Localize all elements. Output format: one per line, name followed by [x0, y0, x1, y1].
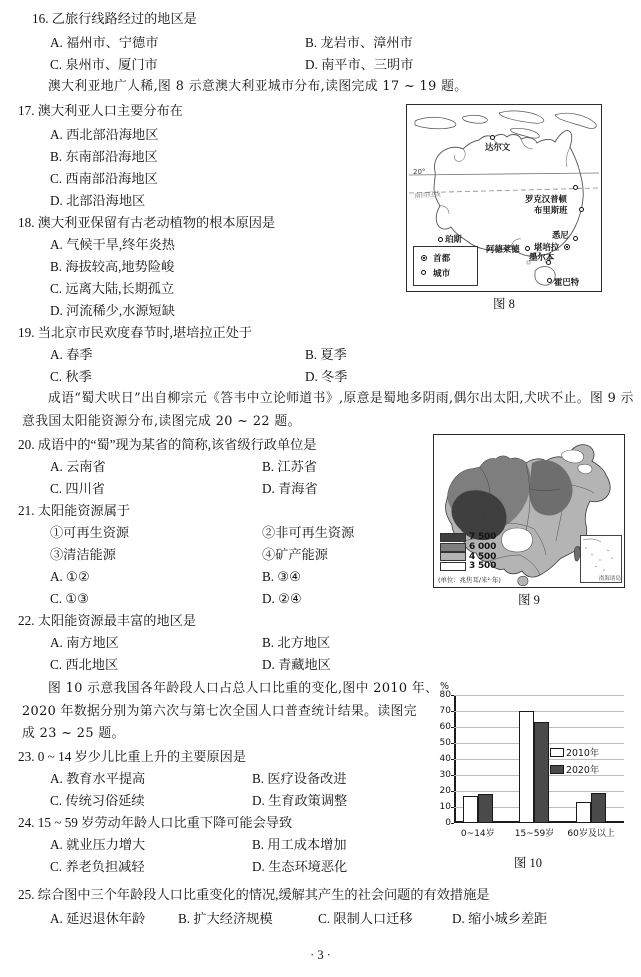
question-22-text: 太阳能资源最丰富的地区是	[37, 613, 197, 628]
chart-y-tickmark	[451, 695, 455, 696]
figure-australia-caption: 图 8	[493, 297, 515, 311]
chart-y-tick-60: 60	[439, 722, 451, 732]
chart-y-tickmark	[451, 823, 455, 824]
question-19-option-b[interactable]: B. 夏季	[305, 347, 347, 362]
question-22-option-a[interactable]: A. 南方地区	[50, 635, 119, 650]
question-21-text: 太阳能资源属于	[37, 503, 131, 518]
legend-row-4500	[440, 552, 496, 562]
question-20-option-d[interactable]: D. 青海省	[262, 481, 318, 496]
legend-row-7500	[440, 533, 496, 543]
passage-sichuan	[22, 388, 637, 433]
question-20-option-a[interactable]: A. 云南省	[50, 459, 106, 474]
question-21-option-a[interactable]: A. ①②	[50, 569, 90, 584]
tropic-of-capricorn-label: 南回归线	[413, 190, 441, 200]
question-24-option-d[interactable]: D. 生态环境恶化	[252, 859, 348, 874]
city-label-adelaide: 阿德莱德	[486, 244, 520, 254]
china-solar-legend	[440, 533, 496, 571]
city-label-hobart: 霍巴特	[554, 277, 580, 287]
question-19-number: 19.	[18, 325, 35, 340]
question-17-text: 澳大利亚人口主要分布在	[37, 103, 183, 118]
legend-value-4500: 4 500	[469, 551, 497, 562]
question-23-option-d[interactable]: D. 生育政策调整	[252, 793, 348, 808]
chart-legend-label-2020: 2020年	[566, 765, 600, 776]
city-label-brisbane: 布里斯班	[534, 205, 568, 215]
figure-australia	[406, 104, 602, 312]
question-22-option-c[interactable]: C. 西北地区	[50, 657, 119, 672]
question-23-stem	[18, 746, 246, 768]
question-25-option-c[interactable]: C. 限制人口迁移	[318, 911, 413, 926]
question-25-option-d[interactable]: D. 缩小城乡差距	[452, 911, 548, 926]
question-22-option-d[interactable]: D. 青藏地区	[262, 657, 331, 672]
figure-population-chart	[424, 679, 632, 871]
question-24-option-a[interactable]: A. 就业压力增大	[50, 837, 146, 852]
question-25-option-b[interactable]: B. 扩大经济规模	[178, 911, 273, 926]
question-23-option-c[interactable]: C. 传统习俗延续	[50, 793, 145, 808]
city-marker-hobart	[547, 278, 552, 283]
chart-y-tick-70: 70	[439, 706, 451, 716]
city-marker-brisbane	[579, 207, 584, 212]
south-china-sea-inset-label: 南海诸岛	[598, 576, 621, 582]
legend-row-3500	[440, 561, 496, 571]
question-20-number: 20.	[18, 437, 35, 452]
city-label-canberra: 堪培拉	[534, 242, 560, 252]
legend-capital-icon	[421, 255, 427, 261]
question-16-number: 16.	[32, 11, 49, 26]
figure-china-solar-caption: 图 9	[518, 593, 540, 607]
question-19-option-c[interactable]: C. 秋季	[50, 369, 92, 384]
chart-legend-item-2010	[550, 745, 599, 759]
chart-bar-2020年-60岁及以上	[591, 793, 606, 823]
question-18-number: 18.	[18, 215, 35, 230]
chart-x-tick-60岁及以上: 60岁及以上	[567, 829, 615, 839]
chart-y-tickmark	[451, 775, 455, 776]
question-21-item-4[interactable]: ④矿产能源	[262, 547, 328, 562]
question-20-option-b[interactable]: B. 江苏省	[262, 459, 317, 474]
question-16-option-b[interactable]: B. 龙岩市、漳州市	[305, 35, 413, 50]
figure-australia-frame	[406, 104, 602, 292]
chart-bar-2020年-15~59岁	[534, 722, 549, 823]
question-23-option-b[interactable]: B. 医疗设备改进	[252, 771, 347, 786]
chart-y-tickmark	[451, 759, 455, 760]
legend-city-icon	[421, 270, 426, 275]
question-22-option-b[interactable]: B. 北方地区	[262, 635, 331, 650]
question-19-option-d[interactable]: D. 冬季	[305, 369, 348, 384]
chart-y-tick-50: 50	[439, 738, 451, 748]
question-23-number: 23.	[18, 749, 35, 764]
passage-population	[22, 678, 439, 746]
question-25-number: 25.	[18, 887, 35, 902]
question-16-option-a[interactable]: A. 福州市、宁德市	[50, 35, 159, 50]
passage-australia-line: 澳大利亚地广人稀,图 8 示意澳大利亚城市分布,读图完成 17 ~ 19 题。	[48, 79, 468, 94]
chart-y-tickmark	[451, 791, 455, 792]
city-marker-perth	[438, 237, 443, 242]
figure-china-solar	[433, 434, 625, 608]
question-22-number: 22.	[18, 613, 35, 628]
chart-legend	[550, 745, 599, 779]
question-16-text: 乙旅行线路经过的地区是	[51, 11, 197, 26]
passage-population-line1: 图 10 示意我国各年龄段人口占总人口比重的变化,图中 2010 年、	[48, 681, 439, 696]
question-24-option-c[interactable]: C. 养老负担减轻	[50, 859, 145, 874]
chart-y-tick-40: 40	[439, 754, 451, 764]
chart-y-tick-0: 0	[445, 818, 451, 828]
question-23-option-a[interactable]: A. 教育水平提高	[50, 771, 146, 786]
chart-bar-2020年-0~14岁	[478, 794, 493, 823]
passage-population-line3: 成 23 ~ 25 题。	[22, 726, 125, 741]
chart-y-tickmark	[451, 743, 455, 744]
city-marker-rockhampton	[573, 185, 578, 190]
chart-y-tickmark	[451, 727, 455, 728]
legend-value-7500: 7 500	[469, 532, 497, 543]
question-21-number: 21.	[18, 503, 35, 518]
question-20-text: 成语中的“蜀”现为某省的简称,该省级行政单位是	[37, 437, 317, 452]
question-17-option-c[interactable]: C. 西南部沿海地区	[50, 171, 158, 186]
legend-row-6000	[440, 542, 496, 552]
question-21-item-3[interactable]: ③清洁能源	[50, 547, 116, 562]
question-18-option-b[interactable]: B. 海拔较高,地势险峻	[50, 259, 175, 274]
question-18-stem	[18, 212, 275, 234]
population-chart-plot-area	[424, 679, 630, 851]
question-21-item-1[interactable]: ①可再生资源	[50, 525, 130, 540]
passage-australia	[22, 76, 622, 99]
question-20-option-c[interactable]: C. 四川省	[50, 481, 105, 496]
figure-population-chart-caption: 图 10	[513, 856, 543, 870]
question-18-option-a[interactable]: A. 气候干旱,终年炎热	[50, 237, 175, 252]
question-17-stem	[18, 100, 183, 122]
question-25-stem	[18, 884, 489, 906]
capital-marker-canberra	[564, 244, 570, 250]
question-17-option-b[interactable]: B. 东南部沿海地区	[50, 149, 158, 164]
question-21-stem	[18, 500, 130, 522]
question-24-stem	[18, 812, 292, 834]
city-label-sydney: 悉尼	[552, 230, 569, 240]
chart-y-tick-30: 30	[439, 770, 451, 780]
legend-swatch-7500	[440, 533, 466, 542]
legend-capital-label: 首都	[433, 254, 451, 264]
question-21-option-b[interactable]: B. ③④	[262, 569, 302, 584]
question-21-option-c[interactable]: C. ①③	[50, 591, 90, 606]
question-18-option-d[interactable]: D. 河流稀少,水源短缺	[50, 303, 175, 318]
passage-sichuan-line1: 成语“蜀犬吠日”出自柳宗元《答韦中立论师道书》,原意是蜀地多阴雨,偶尔出太阳,犬吠不止。图 9 示	[48, 391, 634, 406]
question-16-option-c[interactable]: C. 泉州市、厦门市	[50, 57, 158, 72]
legend-swatch-6000	[440, 543, 466, 552]
page-number: · 3 ·	[310, 948, 331, 962]
china-solar-unit-label: (单位：兆焦耳/米²·年)	[438, 576, 501, 584]
legend-swatch-3500	[440, 562, 466, 571]
chart-y-axis-label: %	[440, 681, 450, 692]
question-16-stem	[32, 8, 197, 30]
chart-bar-2010年-0~14岁	[463, 796, 478, 823]
question-17-option-d[interactable]: D. 北部沿海地区	[50, 193, 146, 208]
legend-city-label: 城市	[433, 269, 451, 279]
question-22-stem	[18, 610, 196, 632]
chart-legend-swatch-2010	[550, 748, 564, 757]
question-21-option-d[interactable]: D. ②④	[262, 591, 302, 606]
question-19-option-a[interactable]: A. 春季	[50, 347, 93, 362]
question-24-option-b[interactable]: B. 用工成本增加	[252, 837, 347, 852]
chart-legend-item-2020	[550, 762, 599, 776]
question-24-number: 24.	[18, 815, 35, 830]
question-25-text: 综合图中三个年龄段人口比重变化的情况,缓解其产生的社会问题的有效措施是	[37, 887, 490, 902]
legend-value-6000: 6 000	[469, 542, 497, 553]
chart-y-tick-10: 10	[439, 802, 451, 812]
question-23-text: 0 ~ 14 岁少儿比重上升的主要原因是	[37, 749, 247, 764]
chart-y-tickmark	[451, 807, 455, 808]
chart-bar-2010年-60岁及以上	[576, 802, 591, 823]
question-20-stem	[18, 434, 317, 456]
question-17-number: 17.	[18, 103, 35, 118]
chart-plot	[439, 690, 624, 839]
city-label-rockhampton: 罗克汉普顿	[525, 194, 567, 204]
legend-swatch-4500	[440, 552, 466, 561]
chart-x-tick-15~59岁: 15~59岁	[514, 829, 555, 839]
question-19-stem	[18, 322, 252, 344]
question-17-option-a[interactable]: A. 西北部沿海地区	[50, 127, 159, 142]
city-marker-sydney	[573, 236, 578, 241]
question-21-item-2[interactable]: ②非可再生资源	[262, 525, 355, 540]
question-16-option-d[interactable]: D. 南平市、三明市	[305, 57, 414, 72]
city-label-perth: 珀斯	[445, 234, 462, 244]
passage-population-line2: 2020 年数据分别为第六次与第七次全国人口普查统计结果。读图完	[22, 703, 417, 719]
legend-value-3500: 3 500	[469, 561, 497, 572]
chart-x-tick-0~14岁: 0~14岁	[460, 829, 495, 839]
chart-y-tick-80: 80	[439, 690, 451, 700]
passage-sichuan-line2: 意我国太阳能资源分布,读图完成 20 ~ 22 题。	[22, 413, 301, 429]
chart-legend-label-2010: 2010年	[566, 748, 600, 759]
australia-map-legend	[413, 246, 478, 286]
chart-bar-2010年-15~59岁	[519, 711, 534, 823]
latitude-label-20: 20°	[413, 168, 426, 176]
chart-legend-swatch-2020	[550, 765, 564, 774]
city-marker-darwin	[490, 135, 495, 140]
question-24-text: 15 ~ 59 岁劳动年龄人口比重下降可能会导致	[37, 815, 293, 830]
chart-y-tick-20: 20	[439, 786, 451, 796]
city-label-melbourne: 墨尔本	[529, 252, 555, 262]
chart-gridline	[454, 711, 624, 712]
figure-china-solar-frame	[433, 434, 625, 588]
city-label-darwin: 达尔文	[485, 142, 511, 152]
chart-y-tickmark	[451, 711, 455, 712]
question-19-text: 当北京市民欢度春节时,堪培拉正处于	[37, 325, 253, 340]
question-18-text: 澳大利亚保留有古老动植物的根本原因是	[37, 215, 276, 230]
chart-gridline	[454, 695, 624, 696]
question-18-option-c[interactable]: C. 远离大陆,长期孤立	[50, 281, 175, 296]
question-25-option-a[interactable]: A. 延迟退休年龄	[50, 911, 146, 926]
